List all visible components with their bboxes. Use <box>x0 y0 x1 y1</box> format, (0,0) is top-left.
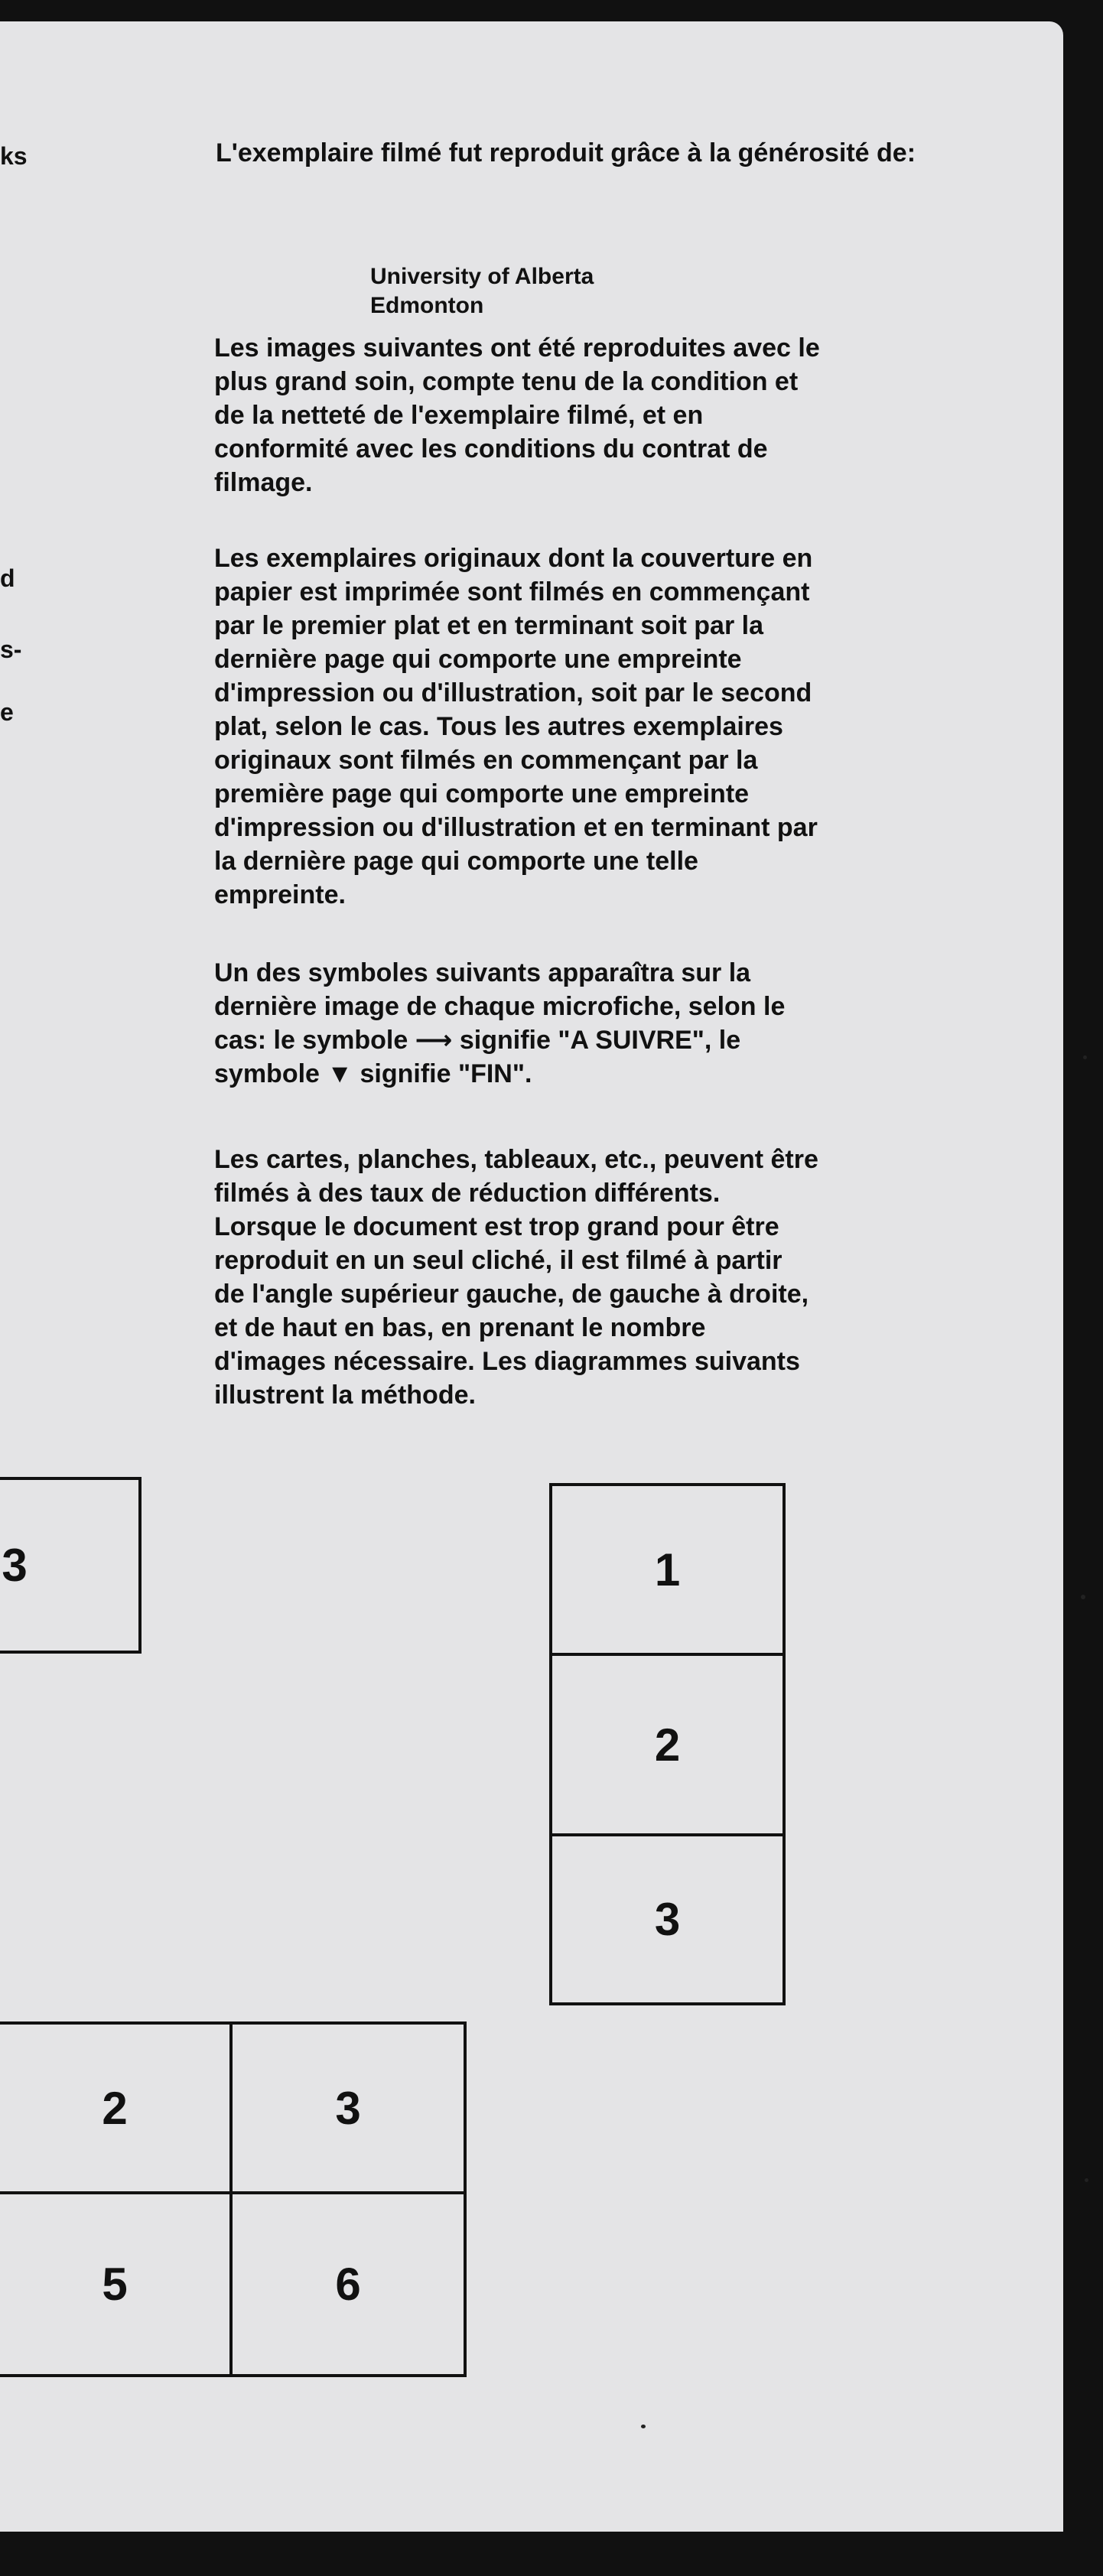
diagram-vertical-strip <box>549 1483 786 2005</box>
paragraph-care: Les images suivantes ont été reproduites avec le plus grand soin, compte tenu de la condition et de la netteté de l'exemplaire filmé, et en conformité avec les conditions du contrat de filmage. <box>214 333 820 497</box>
institution-city: Edmonton <box>370 293 484 318</box>
diagram-cell: 6 <box>335 2259 361 2310</box>
heading: L'exemplaire filmé fut reproduit grâce à la générosité de: <box>216 138 916 168</box>
diagram-cell: 3 <box>335 2082 361 2134</box>
paragraph-symbols: Un des symboles suivants apparaîtra sur la dernière image de chaque microfiche, selon le cas: le symbole ⟶ signifie "A SUIVRE", le symbole ▼ signifie "FIN". <box>214 958 786 1088</box>
diagram-cell: 2 <box>102 2082 128 2134</box>
divider <box>229 2025 233 2374</box>
diagram-cell: 2 <box>654 1719 681 1771</box>
margin-fragment: s- <box>0 636 22 663</box>
institution <box>370 262 594 320</box>
margin-fragment: d <box>0 564 15 592</box>
diagram-cell: 3 <box>654 1894 681 1945</box>
institution-name: University of Alberta <box>370 264 594 289</box>
diagram-cell: 1 <box>654 1543 681 1595</box>
diagram-cell: 3 <box>2 1540 28 1591</box>
margin-fragment: e <box>0 698 14 726</box>
page-sheet <box>0 21 1063 2532</box>
speck <box>1083 1055 1087 1059</box>
diagram-partial-strip <box>0 1477 142 1654</box>
paragraph-originals: Les exemplaires originaux dont la couverture en papier est imprimée sont filmés en commençant par le premier plat et en terminant soit par la dernière page qui comporte une empreinte d'impression ou d'illustration, soit par le second plat, selon le cas. Tous les autres exemplaires originaux sont filmés en commençant par la première page qui comporte une empreinte d'impression ou d'illustration et en terminant par la dernière page qui comporte une telle empreinte. <box>214 544 818 909</box>
diagram-cell: 5 <box>102 2259 128 2310</box>
margin-fragment: ks <box>0 142 28 170</box>
divider <box>0 2191 464 2194</box>
speck <box>1085 2178 1088 2182</box>
paragraph-maps: Les cartes, planches, tableaux, etc., peuvent être filmés à des taux de réduction différents. Lorsque le document est trop grand pour être reproduit en un seul cliché, il est filmé à partir de l'angle supérieur gauche, de gauche à droite, et de haut en bas, en prenant le nombre d'images nécessaire. Les diagrammes suivants illustrent la méthode. <box>214 1145 818 1410</box>
speck <box>1081 1595 1085 1599</box>
speck <box>641 2425 646 2428</box>
diagram-grid <box>0 2021 467 2377</box>
